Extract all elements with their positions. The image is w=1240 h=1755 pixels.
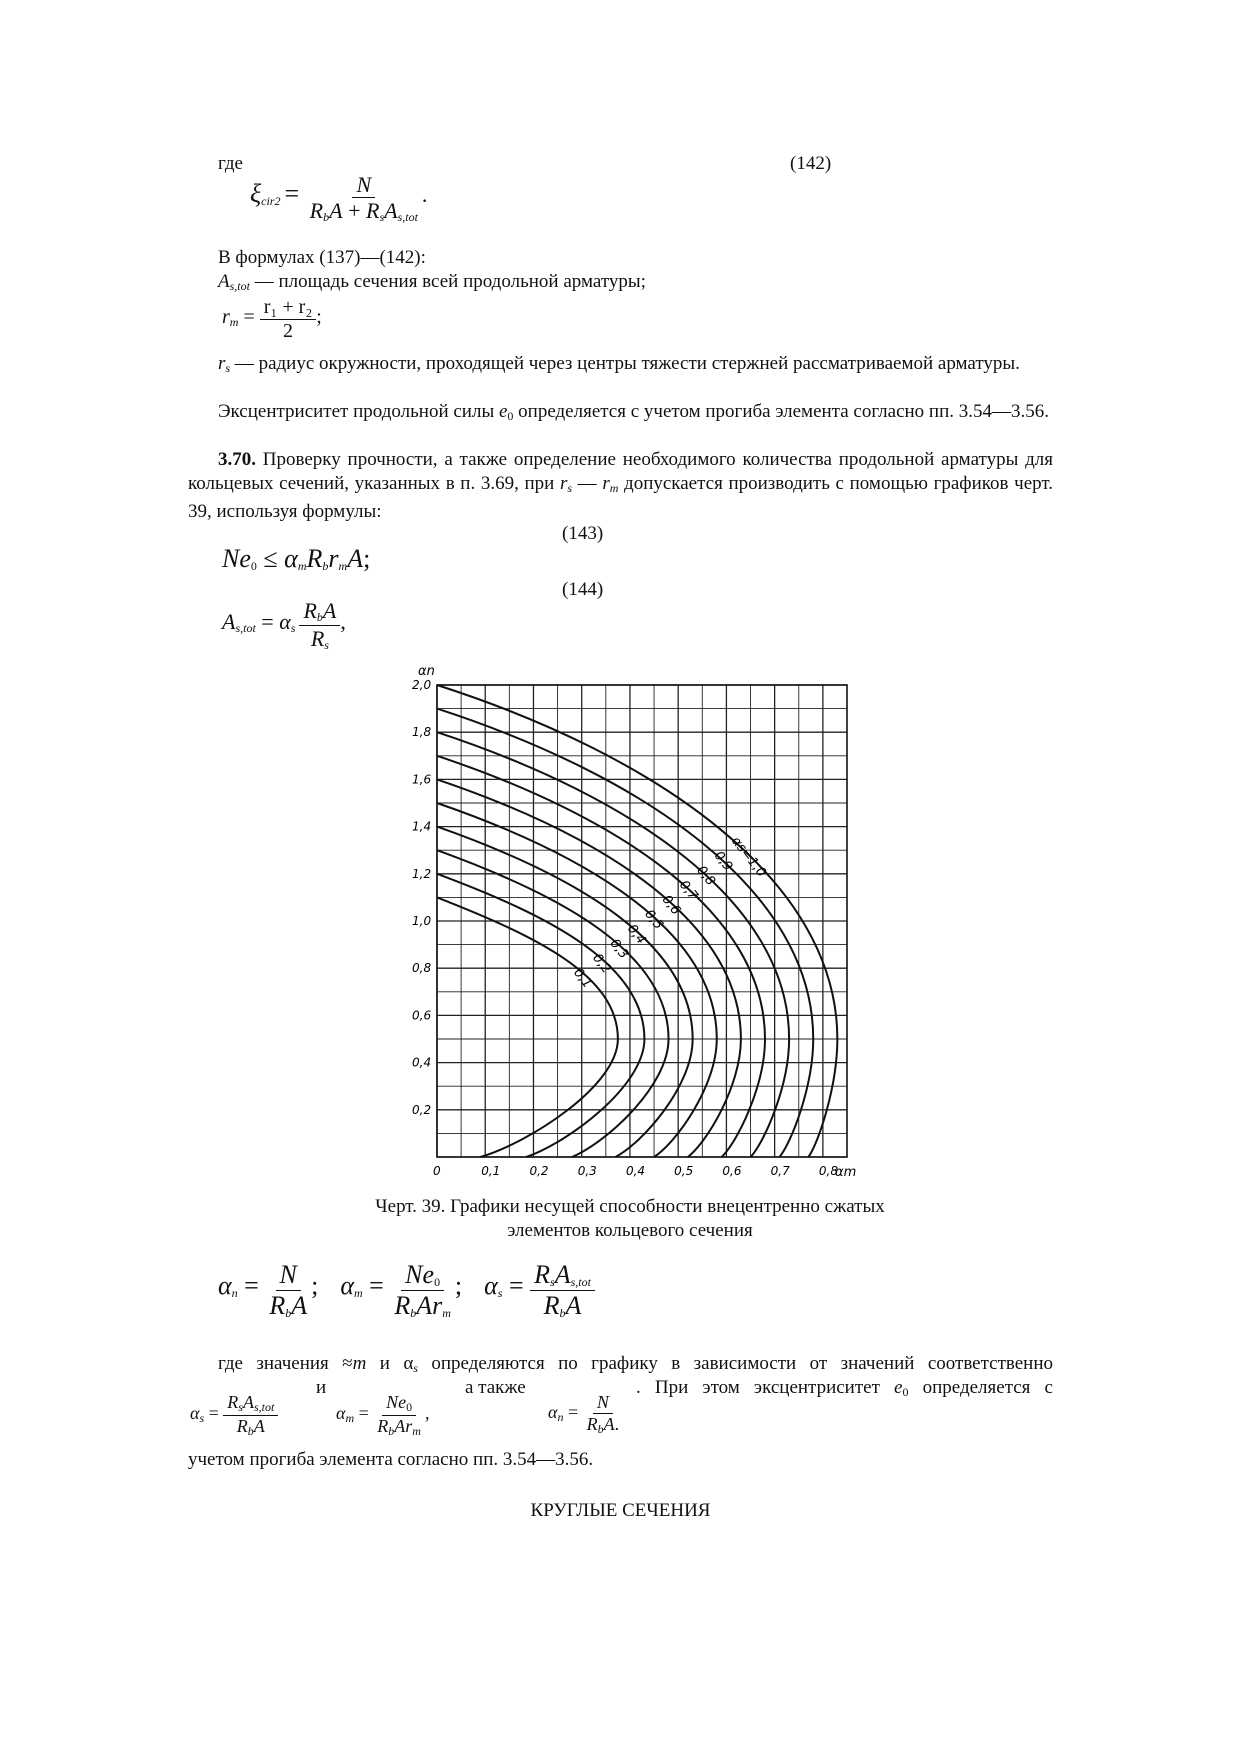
formulas-ref: В формулах (137)—(142): [218,247,426,268]
y-tick-label: 1,2 [412,866,432,881]
formula-rm: $r_m$ = $\frac{\text{r₁ + r₂}}{2}$ ; [222,296,322,342]
x-tick-label: 0,2 [529,1164,549,1178]
x-tick-label: 0,1 [481,1164,501,1178]
and-word: и [316,1377,327,1398]
curve-label: αs=1,0 [728,833,769,881]
eccentricity-paragraph: Эксцентриситет продольной силы $e_0$ определяется с учетом прогиба элемента согласно пп. 3.54—3.56. [218,401,1050,423]
y-tick-label: 1,4 [412,819,432,834]
x-tick-label: 0,7 [770,1164,790,1178]
y-tick-label: 2,0 [412,678,432,692]
curve-label: 0,9 [710,848,736,875]
where-label: где [218,153,243,174]
y-tick-label: 1,6 [412,772,432,787]
equation-number-143: (143) [562,523,604,544]
inline-formula-an: $\alpha_n$ = $\frac{N}{R_bA.}$ [548,1392,620,1436]
section-heading: КРУГЛЫЕ СЕЧЕНИЯ [530,1500,711,1521]
y-tick-label: 1,0 [412,914,432,928]
x-tick-label: 0,3 [577,1164,597,1178]
after-text-line1: где значения ≈m и $\alpha_s$ определяются по графику в зависимости от значений соответственно [218,1353,1054,1375]
formula-xi-cir2: $\xi_{cir2}$ = $\frac{N}{R_bA + R_sA_{s,tot}}$ . [250,172,428,225]
formula-143: $Ne_0 \le \alpha_mR_br_mA$; [222,544,371,573]
also-words: а также [465,1377,526,1398]
y-tick-label: 0,4 [412,1055,432,1070]
y-axis-label: αn [418,665,435,679]
x-tick-label: 0,8 [818,1164,838,1178]
curve-label: 0,3 [606,936,632,962]
after-last-line: учетом прогиба элемента согласно пп. 3.54—3.56. [188,1449,594,1470]
y-tick-label: 0,6 [412,1008,432,1023]
definitions-formulas: $\alpha_n$ = $\frac{N}{R_bA}$ ; $\alpha_m$ = $\frac{Ne_0}{R_bAr_m}$ ; $\alpha_s$ = $\frac{R_sA_{s,tot}}{R_bA}$ [218,1260,595,1321]
y-tick-label: 0,8 [412,961,432,976]
formula-144: $A_{s,tot} = \alpha_s$ $\frac{R_bA}{R_s}$ , [222,598,346,652]
x-axis-label: αm [835,1165,857,1180]
after-text-line2: . При этом эксцентриситет $e_0$ определяется с [636,1377,1053,1399]
section-3-70: 3.70. Проверку прочности, а также определение необходимого количества продольной арматуры для кольцевых сечений, указанных в п. 3.69, при $r_s$ — $r_m$ допускается производить с помощью графиков черт. 39, используя формулы: [188,449,1054,522]
figure-caption: Черт. 39. Графики несущей способности внецентренно сжатых элементов кольцевого сечения [375,1196,885,1241]
inline-formula-am: $\alpha_m$ = $\frac{Ne_0}{R_bAr_m}$ , [336,1392,430,1438]
equation-number-142: (142) [790,153,832,174]
y-tick-label: 1,8 [412,725,432,740]
inline-formula-as: $\alpha_s$ = $\frac{R_sA_{s,tot}}{R_bA}$ [190,1392,278,1439]
rs-definition: $r_s$ — радиус окружности, проходящей через центры тяжести стержней рассматриваемой арматуры. [218,353,1020,375]
curve-alpha-s-0,3 [437,850,669,1157]
chart-39 [410,665,860,1180]
x-tick-label: 0,5 [674,1164,694,1178]
curve-label: 0,5 [641,907,666,933]
y-tick-label: 0,2 [412,1102,432,1117]
x-tick-label: 0,6 [722,1164,742,1178]
curve-label: 0,2 [589,951,614,977]
curve-label: 0,1 [570,965,595,992]
curve-label: 0,6 [658,892,684,919]
chart-grid [437,685,847,1157]
curve-label: 0,4 [623,921,649,948]
x-tick-label: 0,4 [625,1164,646,1178]
as-tot-definition: $A_{s,tot}$ — площадь сечения всей продольной арматуры; [218,271,646,293]
curve-label: 0,7 [676,877,701,904]
x-tick-label: 0 [433,1164,441,1178]
curve-label: 0,8 [693,863,718,889]
equation-number-144: (144) [562,579,604,600]
